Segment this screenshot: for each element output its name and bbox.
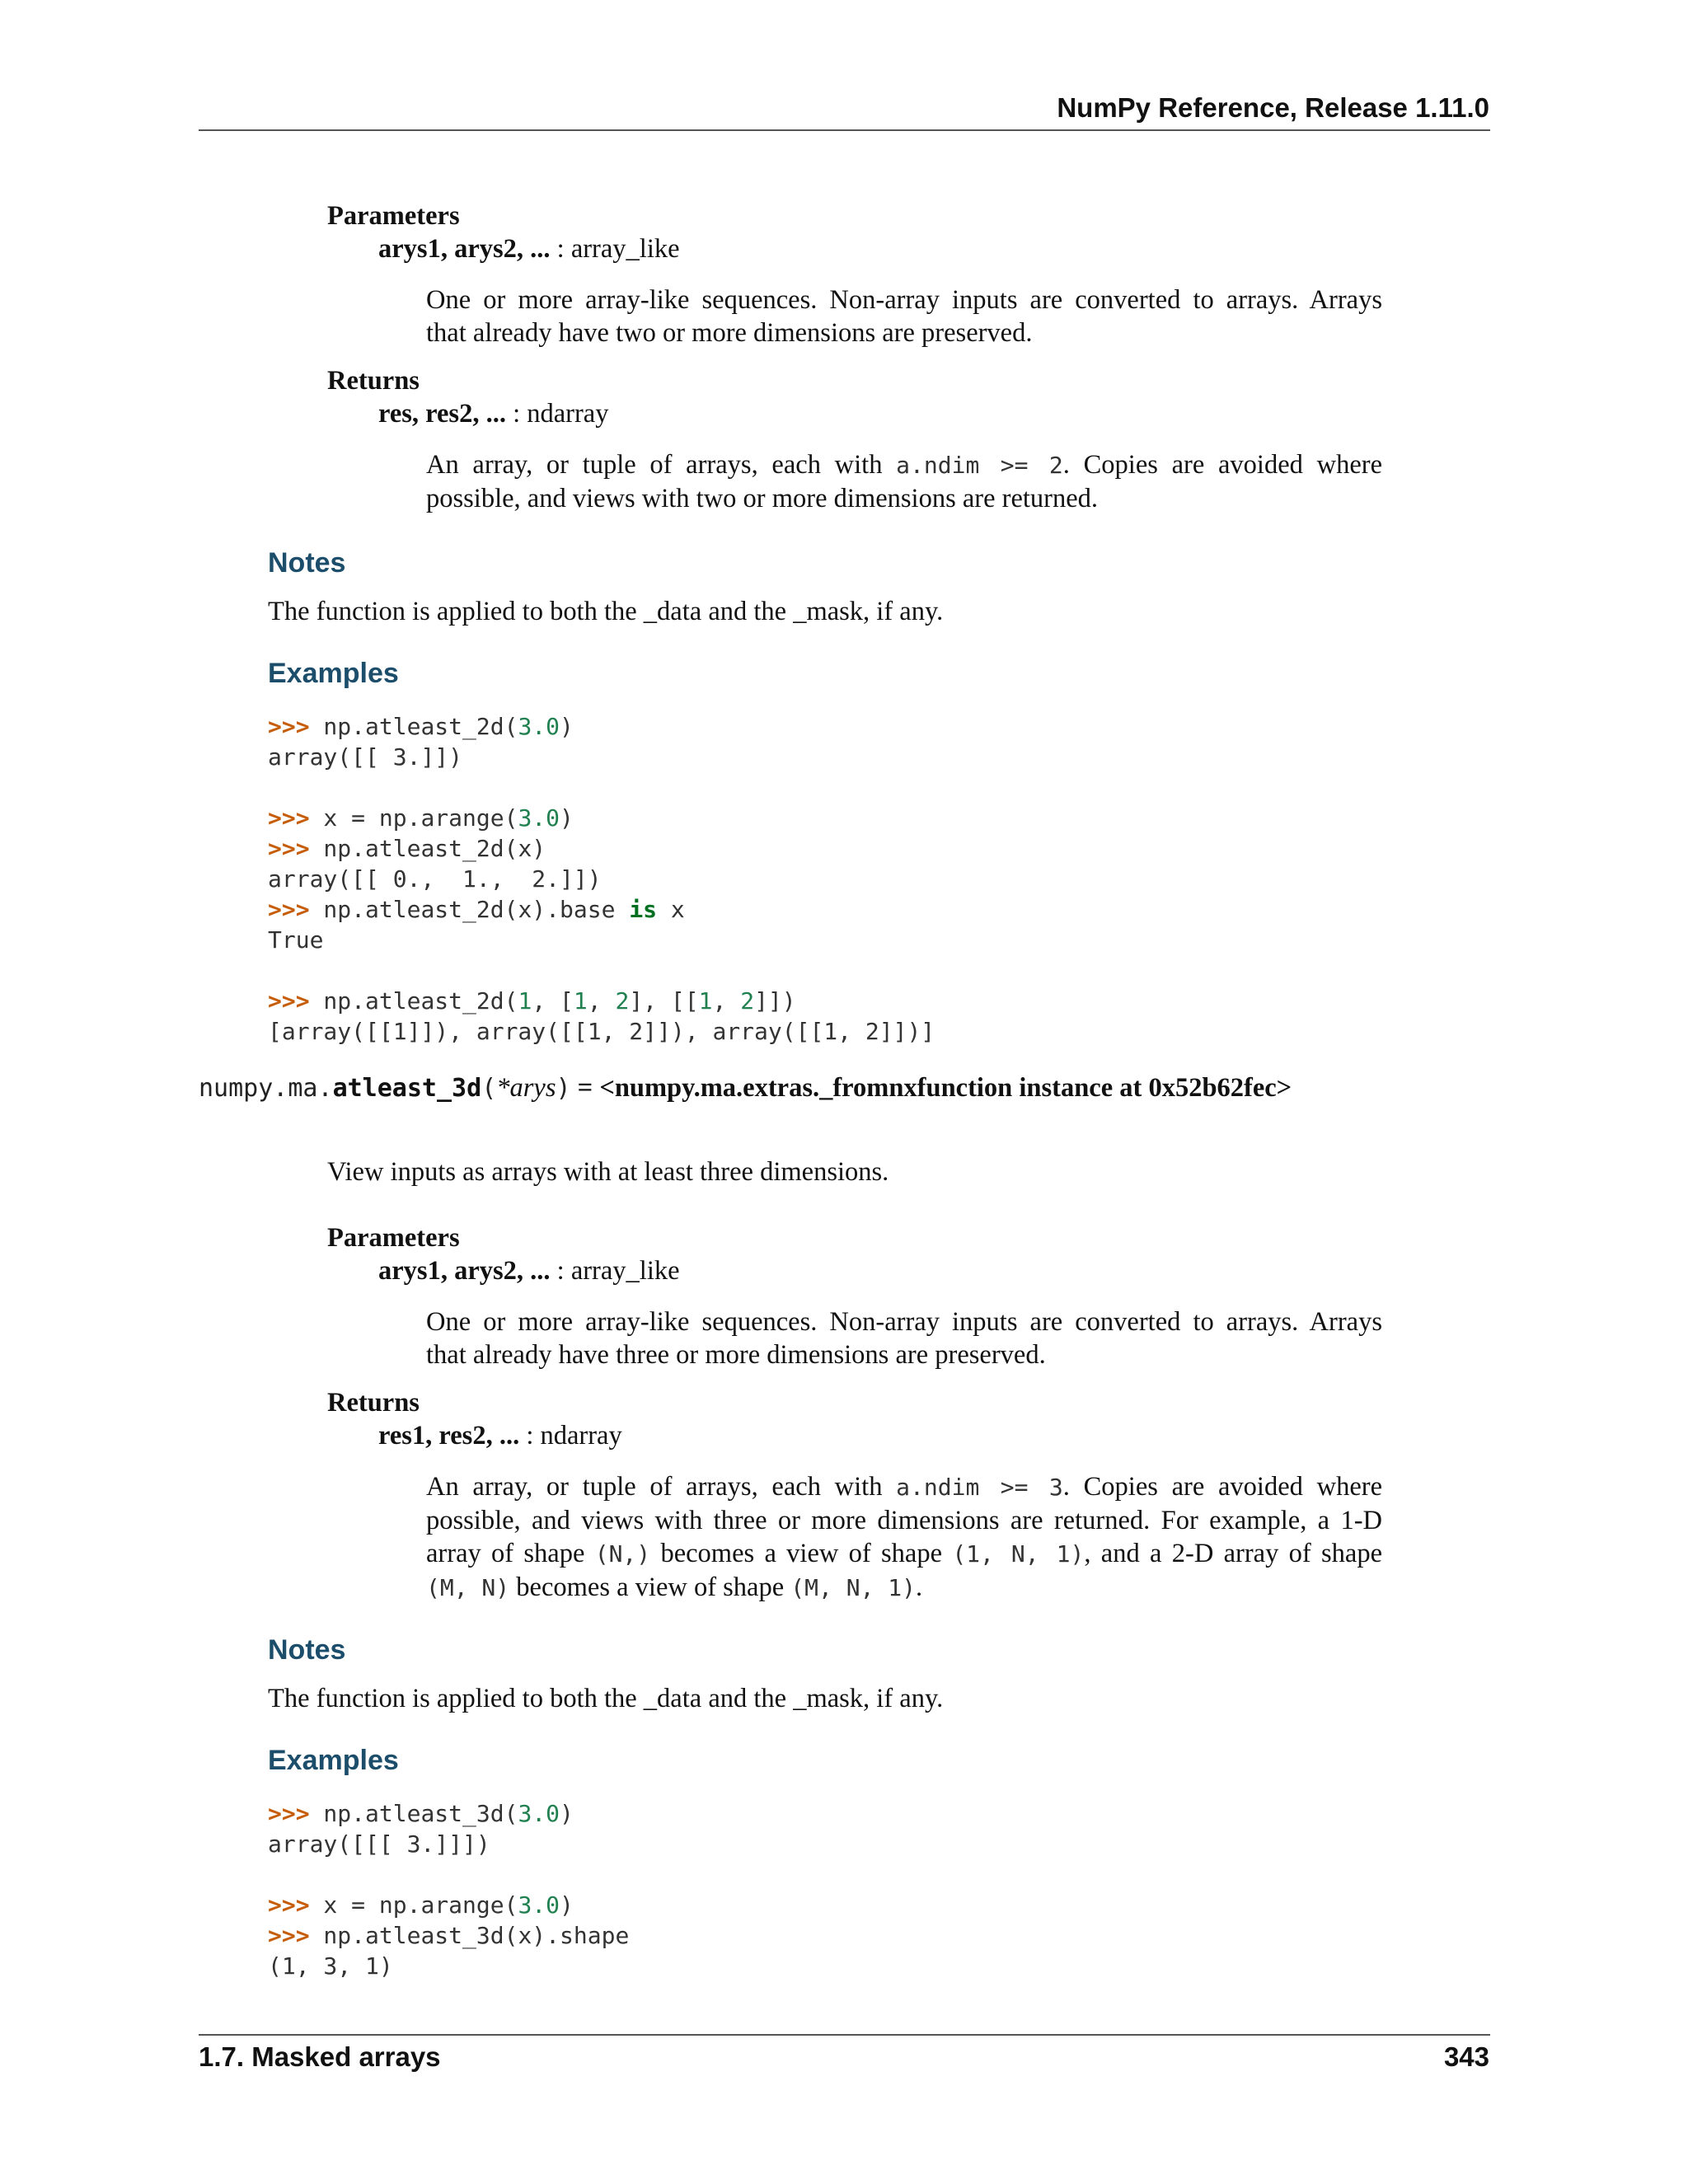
parameters-label: Parameters <box>327 201 460 231</box>
return-desc-line: possible, and views with three or more dimensions are returned. For example, a 1-D <box>426 1506 1382 1535</box>
return-separator: : <box>505 399 528 429</box>
footer-page-number: 343 <box>1443 2041 1489 2072</box>
function-summary: View inputs as arrays with at least three dimensions. <box>327 1157 889 1187</box>
code-line: >>> x = np.arange(3.0) <box>268 1891 574 1919</box>
param-type: array_like <box>570 1256 680 1286</box>
code-line: >>> np.atleast_3d(3.0) <box>268 1800 574 1827</box>
inline-code: (N,) <box>594 1540 651 1568</box>
returns-label: Returns <box>327 1388 420 1418</box>
notes-text: The function is applied to both the _data and the _mask, if any. <box>268 1684 944 1713</box>
code-output: array([[ 3.]]) <box>268 743 463 771</box>
examples-heading: Examples <box>268 658 399 689</box>
param-name: arys1, arys2, ... <box>378 234 551 264</box>
return-signature <box>378 1421 622 1451</box>
param-desc-line: One or more array-like sequences. Non-array inputs are converted to arrays. Arrays <box>426 1307 1382 1337</box>
param-type: array_like <box>570 234 680 264</box>
signature-function-name: atleast_3d <box>332 1074 482 1103</box>
return-separator: : <box>519 1421 541 1451</box>
code-blank <box>268 1859 629 1890</box>
return-name: res1, res2, ... <box>378 1421 520 1451</box>
code-line: >>> np.atleast_2d(3.0) <box>268 713 574 740</box>
notes-heading: Notes <box>268 1634 346 1666</box>
return-type: ndarray <box>527 399 609 429</box>
footer-rule <box>199 2034 1490 2036</box>
inline-code: a.ndim >= 3 <box>896 1474 1063 1501</box>
examples-heading: Examples <box>268 1745 399 1776</box>
code-line: >>> x = np.arange(3.0) <box>268 804 574 832</box>
code-output: True <box>268 926 324 954</box>
return-signature <box>378 399 608 429</box>
signature-module: numpy.ma. <box>199 1074 333 1103</box>
inline-code: (M, N) <box>426 1574 510 1601</box>
inline-code: (1, N, 1) <box>952 1540 1085 1568</box>
code-blank <box>268 772 935 803</box>
return-desc-line: (M, N) becomes a view of shape (M, N, 1). <box>426 1572 923 1602</box>
code-line: >>> np.atleast_2d(1, [1, 2], [[1, 2]]) <box>268 987 796 1015</box>
notes-text: The function is applied to both the _data and the _mask, if any. <box>268 597 944 626</box>
param-separator: : <box>550 1256 571 1286</box>
notes-heading: Notes <box>268 547 346 579</box>
param-name: arys1, arys2, ... <box>378 1256 551 1286</box>
param-desc-line: that already have three or more dimensions are preserved. <box>426 1340 1046 1370</box>
return-desc-line: An array, or tuple of arrays, each with a.ndim >= 2. Copies are avoided where <box>426 450 1382 480</box>
header-rule <box>199 129 1490 131</box>
return-description <box>426 448 1382 515</box>
code-output: array([[ 0., 1., 2.]]) <box>268 865 602 893</box>
code-block <box>268 711 935 1047</box>
param-desc-line: One or more array-like sequences. Non-array inputs are converted to arrays. Arrays <box>426 285 1382 315</box>
param-separator: : <box>550 234 571 264</box>
signature-value: = <numpy.ma.extras._fromnxfunction instance at 0x52b62fec> <box>570 1073 1292 1103</box>
inline-code: (M, N, 1) <box>790 1574 916 1601</box>
code-blank <box>268 955 935 986</box>
function-signature: numpy.ma.atleast_3d(*arys) = <numpy.ma.extras._fromnxfunction instance at 0x52b62fec> <box>199 1073 1292 1103</box>
param-description <box>426 1305 1382 1371</box>
param-description <box>426 284 1382 349</box>
returns-label: Returns <box>327 366 420 396</box>
parameters-label: Parameters <box>327 1223 460 1253</box>
code-block <box>268 1798 629 1981</box>
return-description <box>426 1470 1382 1605</box>
code-output: array([[[ 3.]]]) <box>268 1830 490 1858</box>
code-output: [array([[1]]), array([[1, 2]]), array([[1, 2]])] <box>268 1018 935 1045</box>
return-desc-line: possible, and views with two or more dimensions are returned. <box>426 484 1099 513</box>
return-type: ndarray <box>540 1421 622 1451</box>
code-line: >>> np.atleast_2d(x).base is x <box>268 896 685 923</box>
return-desc-line: An array, or tuple of arrays, each with a.ndim >= 3. Copies are avoided where <box>426 1472 1382 1502</box>
param-signature <box>378 234 680 265</box>
footer-section-title: 1.7. Masked arrays <box>199 2041 441 2072</box>
page-header-title: NumPy Reference, Release 1.11.0 <box>1057 92 1489 123</box>
code-output: (1, 3, 1) <box>268 1952 393 1980</box>
inline-code: a.ndim >= 2 <box>896 452 1063 479</box>
signature-arg: *arys <box>496 1073 556 1103</box>
param-desc-line: that already have two or more dimensions are preserved. <box>426 318 1033 348</box>
return-name: res, res2, ... <box>378 399 506 429</box>
return-desc-line: array of shape (N,) becomes a view of shape (1, N, 1), and a 2-D array of shape <box>426 1539 1382 1568</box>
param-signature <box>378 1256 680 1286</box>
code-line: >>> np.atleast_2d(x) <box>268 835 546 862</box>
code-line: >>> np.atleast_3d(x).shape <box>268 1922 630 1949</box>
